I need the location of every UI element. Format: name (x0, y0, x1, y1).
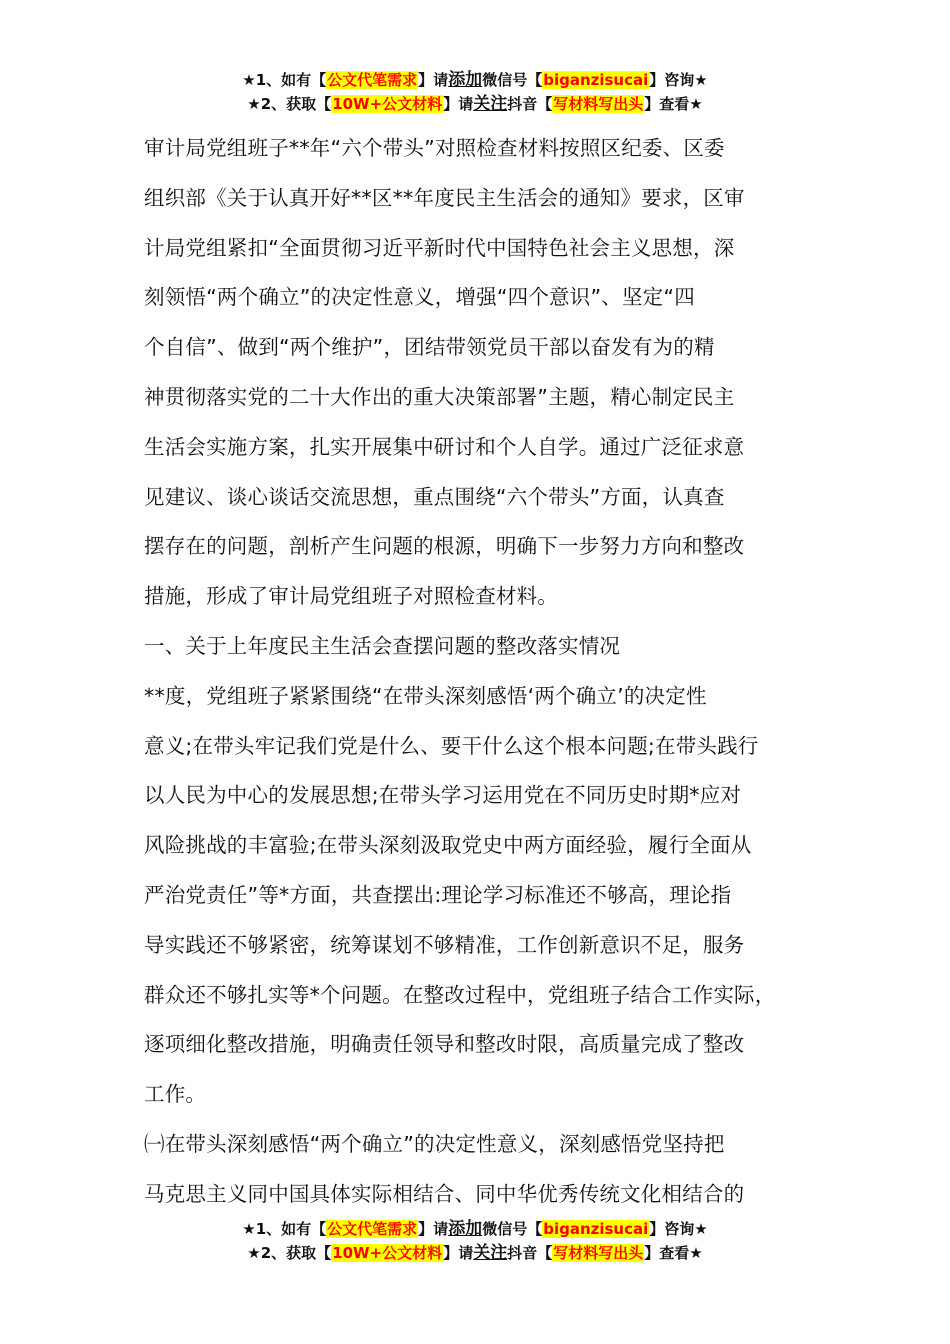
banner-text: 】查看★ (644, 1244, 703, 1262)
banner-text: 微信号【 (482, 1220, 543, 1238)
body-line: **度，党组班子紧紧围绕“在带头深刻感悟‘两个确立’的决定性 (144, 683, 707, 708)
header-banner (0, 68, 950, 116)
subsection-line: ㈠在带头深刻感悟“两个确立”的决定性意义，深刻感悟党坚持把 (144, 1131, 725, 1156)
banner-text: 】请 (443, 95, 474, 113)
banner-emphasis: 关注 (473, 94, 508, 114)
highlight-wechat-id: biganzisucai (543, 71, 649, 89)
highlight-materials: 10W+公文材料 (332, 95, 443, 113)
banner-text: ★2、获取【 (247, 1244, 332, 1262)
body-line: 意义;在带头牢记我们党是什么、要干什么这个根本问题;在带头践行 (144, 733, 759, 758)
body-line: 措施，形成了审计局党组班子对照检查材料。 (144, 584, 558, 609)
highlight-douyin-id: 写材料写出头 (553, 95, 644, 113)
banner-text: 】请 (443, 1244, 474, 1262)
body-line: 以人民为中心的发展思想;在带头学习运用党在不同历史时期*应对 (144, 783, 742, 808)
highlight-douyin-id: 写材料写出头 (553, 1244, 644, 1262)
banner-line-2 (0, 92, 950, 116)
body-line: 导实践还不够紧密，统筹谋划不够精准，工作创新意识不足，服务 (144, 932, 745, 957)
highlight-service: 公文代笔需求 (327, 1220, 418, 1238)
banner-text: 微信号【 (482, 71, 543, 89)
section-heading: 一、关于上年度民主生活会查摆问题的整改落实情况 (144, 633, 621, 658)
highlight-wechat-id: biganzisucai (543, 1220, 649, 1238)
banner-line-2 (0, 1241, 950, 1265)
body-line: 刻领悟“两个确立”的决定性意义，增强“四个意识”、坚定“四 (144, 285, 695, 310)
body-line: 严治党责任”等*方面，共查摆出:理论学习标准还不够高，理论指 (144, 882, 732, 907)
body-line: 逐项细化整改措施，明确责任领导和整改时限，高质量完成了整改 (144, 1032, 745, 1057)
footer-banner (0, 1217, 950, 1265)
body-line: 群众还不够扎实等*个问题。在整改过程中，党组班子结合工作实际， (144, 982, 776, 1007)
body-line: 见建议、谈心谈话交流思想，重点围绕“六个带头”方面，认真查 (144, 484, 725, 509)
banner-text: 】查看★ (644, 95, 703, 113)
body-line: 计局党组紧扣“全面贯彻习近平新时代中国特色社会主义思想，深 (144, 235, 735, 260)
body-line: 风险挑战的丰富验;在带头深刻汲取党史中两方面经验，履行全面从 (144, 833, 752, 858)
body-line: 审计局党组班子**年“六个带头”对照检查材料按照区纪委、区委 (144, 136, 725, 160)
body-line: 工作。 (144, 1082, 207, 1107)
highlight-service: 公文代笔需求 (327, 71, 418, 89)
body-line: 马克思主义同中国具体实际相结合、同中华优秀传统文化相结合的 (144, 1181, 745, 1206)
banner-text: 抖音【 (507, 1244, 553, 1262)
banner-emphasis: 添加 (448, 70, 483, 90)
banner-text: 】请 (418, 1220, 449, 1238)
banner-text: 】咨询★ (649, 71, 708, 89)
banner-line-1 (0, 68, 950, 92)
highlight-materials: 10W+公文材料 (332, 1244, 443, 1262)
banner-emphasis: 添加 (448, 1219, 483, 1239)
banner-line-1 (0, 1217, 950, 1241)
banner-text: 】咨询★ (649, 1220, 708, 1238)
banner-text: ★1、如有【 (242, 71, 327, 89)
banner-text: ★1、如有【 (242, 1220, 327, 1238)
body-line: 神贯彻落实党的二十大作出的重大决策部署”主题，精心制定民主 (144, 384, 735, 409)
body-line: 个自信”、做到“两个维护”，团结带领党员干部以奋发有为的精 (144, 335, 715, 360)
banner-text: ★2、获取【 (247, 95, 332, 113)
body-line: 组织部《关于认真开好**区**年度民主生活会的通知》要求，区审 (144, 185, 745, 210)
banner-text: 抖音【 (507, 95, 553, 113)
body-line: 生活会实施方案，扎实开展集中研讨和个人自学。通过广泛征求意 (144, 434, 745, 459)
document-body (144, 124, 834, 1220)
banner-text: 】请 (418, 71, 449, 89)
banner-emphasis: 关注 (473, 1243, 508, 1263)
body-line: 摆存在的问题，剖析产生问题的根源，明确下一步努力方向和整改 (144, 534, 745, 559)
